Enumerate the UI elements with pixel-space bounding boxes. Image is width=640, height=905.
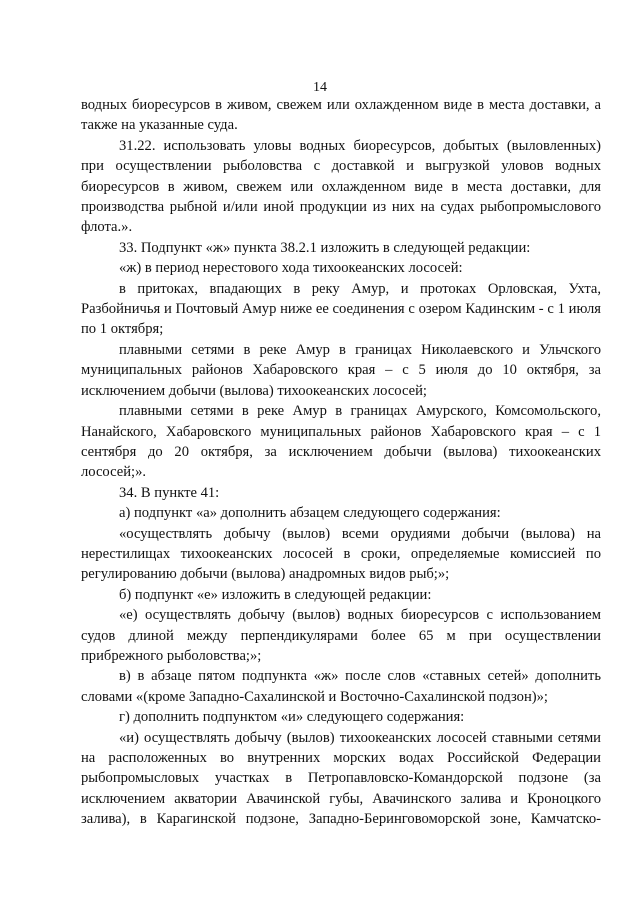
paragraph-drift-nets-nikolaevsky: плавными сетями в реке Амур в границах Николаевского и Ульчского муниципальных районов Хабаровского края – с 5 июля до 10 октября, за исключением добычи (вылова) тихоокеанских лососей;	[81, 341, 601, 399]
paragraph-continuation: водных биоресурсов в живом, свежем или охлажденном виде в места доставки, а также на указанные суда.	[81, 97, 601, 134]
document-body	[81, 95, 601, 830]
paragraph-34-b: б) подпункт «е» изложить в следующей редакции:	[119, 586, 432, 603]
paragraph-34-a-text: «осуществлять добычу (вылов) всеми орудиями добычи (вылова) на нерестилищах тихоокеанских лососей в сроки, определяемые комиссией по регулированию добычи (вылова) анадромных видов рыб;»;	[81, 525, 601, 583]
paragraph-34: 34. В пункте 41:	[119, 484, 220, 501]
paragraph-drift-nets-amursky: плавными сетями в реке Амур в границах Амурского, Комсомольского, Нанайского, Хабаровского муниципальных районов Хабаровского края – с 1 сентября до 20 октября, за исключением добычи (вылова) тихоокеанских лососей;».	[81, 403, 601, 481]
paragraph-33: 33. Подпункт «ж» пункта 38.2.1 изложить в следующей редакции:	[119, 239, 531, 256]
paragraph-31-22: 31.22. использовать уловы водных биоресурсов, добытых (выловленных) при осуществлении рыболовства с доставкой и выгрузкой уловов водных биоресурсов в живом, свежем или охлажденном виде в места доставки, для производства рыбной и/или иной продукции из них на судах рыбопромыслового флота.».	[81, 137, 601, 236]
paragraph-34-g-text: «и) осуществлять добычу (вылов) тихоокеанских лососей ставными сетями на расположенных во внутренних морских водах Российской Федерации рыбопромысловых участках в Петропавловско-Командорской подзоне (за исключением акватории Авачинской губы, Авачинского залива и Кроноцкого залива), в Карагинской подзоне, Западно-Беринговоморской зоне, Камчатско-	[81, 729, 601, 828]
paragraph-tributaries: в притоках, впадающих в реку Амур, и протоках Орловская, Ухта, Разбойничья и Почтовый Амур ниже ее соединения с озером Кадинским - с 1 июля по 1 октября;	[81, 280, 601, 338]
paragraph-34-g: г) дополнить подпунктом «и» следующего содержания:	[119, 709, 465, 726]
paragraph-34-v: в) в абзаце пятом подпункта «ж» после слов «ставных сетей» дополнить словами «(кроме Западно-Сахалинской и Восточно-Сахалинской подзон)»;	[81, 668, 601, 705]
paragraph-34-b-text: «е) осуществлять добычу (вылов) водных биоресурсов с использованием судов длиной между перпендикулярами более 65 м при осуществлении прибрежного рыболовства;»;	[81, 607, 601, 664]
paragraph-subitem-zh: «ж) в период нерестового хода тихоокеанских лососей:	[119, 260, 463, 277]
page-number: 14	[313, 80, 327, 95]
paragraph-34-a: а) подпункт «а» дополнить абзацем следующего содержания:	[119, 505, 501, 522]
